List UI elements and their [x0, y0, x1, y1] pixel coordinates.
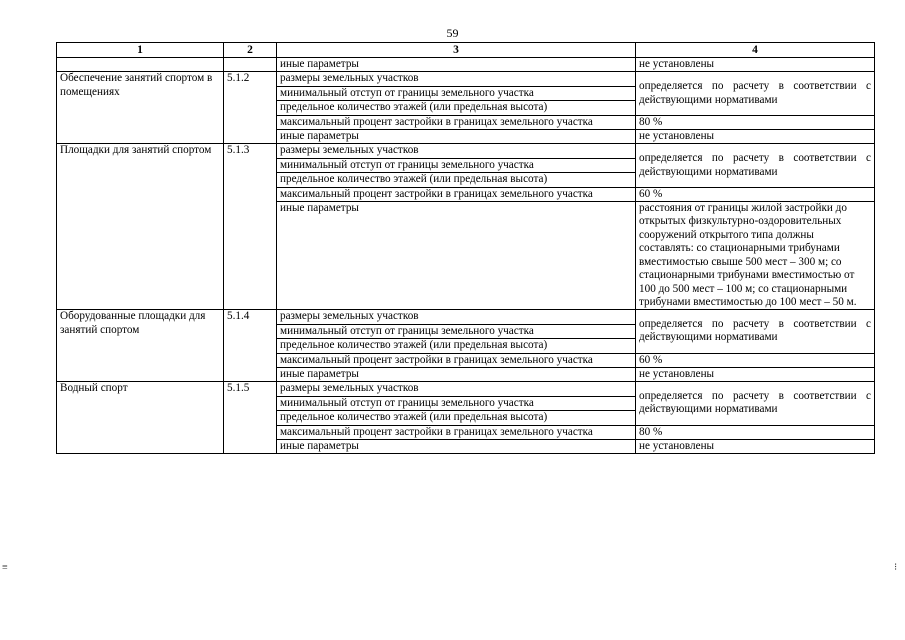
param-cell: иные параметры — [277, 367, 636, 381]
distance-value-cell: расстояния от границы жилой застройки до открытых физкультурно-оздоровительных сооружений открытого типа должны составлять: со стационарными трибунами вместимостью свыше 500 мест – 300 м; со стационарными трибунами вместимостью от 100 до 500 мест – 100 м; со стационарными трибунами вместимостью до 100 мест – 50 м. — [636, 202, 875, 310]
value-cell: не установлены — [636, 367, 875, 381]
table-header-row — [57, 43, 875, 58]
param-cell: минимальный отступ от границы земельного участка — [277, 158, 636, 172]
percent-value-cell: 80 % — [636, 115, 875, 129]
regulations-table — [56, 42, 875, 454]
use-code-cell: 5.1.4 — [224, 310, 277, 382]
percent-value-cell: 60 % — [636, 187, 875, 201]
left-edge-mark: ≡ — [2, 562, 8, 573]
table-row — [57, 144, 875, 158]
norm-value-cell: определяется по расчету в соответствии с действующими нормативами — [636, 72, 875, 115]
value-cell: не установлены — [636, 58, 875, 72]
page-number: 59 — [446, 26, 459, 40]
param-cell: минимальный отступ от границы земельного участка — [277, 396, 636, 410]
param-cell: размеры земельных участков — [277, 72, 636, 86]
use-code-cell: 5.1.5 — [224, 382, 277, 454]
norm-value-cell: определяется по расчету в соответствии с действующими нормативами — [636, 310, 875, 353]
use-name-cell: Площадки для занятий спортом — [57, 144, 224, 310]
param-cell: иные параметры — [277, 58, 636, 72]
percent-value-cell: 80 % — [636, 425, 875, 439]
right-edge-mark: ⁝ — [894, 562, 898, 573]
norm-value-cell: определяется по расчету в соответствии с действующими нормативами — [636, 144, 875, 187]
param-cell: размеры земельных участков — [277, 144, 636, 158]
use-name-cell: Обеспечение занятий спортом в помещениях — [57, 72, 224, 144]
param-cell: максимальный процент застройки в границах земельного участка — [277, 187, 636, 201]
param-cell: предельное количество этажей (или предельная высота) — [277, 411, 636, 425]
param-cell: предельное количество этажей (или предельная высота) — [277, 173, 636, 187]
param-cell: предельное количество этажей (или предельная высота) — [277, 339, 636, 353]
table-row — [57, 58, 875, 72]
table-row — [57, 72, 875, 86]
column-header-3: 3 — [277, 43, 636, 58]
table-row — [57, 310, 875, 324]
use-name-cell: Водный спорт — [57, 382, 224, 454]
param-cell: иные параметры — [277, 130, 636, 144]
param-cell: максимальный процент застройки в границах земельного участка — [277, 115, 636, 129]
use-name-cell: Оборудованные площадки для занятий спортом — [57, 310, 224, 382]
param-cell: максимальный процент застройки в границах земельного участка — [277, 353, 636, 367]
column-header-1: 1 — [57, 43, 224, 58]
param-cell: предельное количество этажей (или предельная высота) — [277, 101, 636, 115]
use-code-cell: 5.1.2 — [224, 72, 277, 144]
param-cell: иные параметры — [277, 202, 636, 310]
param-cell: максимальный процент застройки в границах земельного участка — [277, 425, 636, 439]
param-cell: размеры земельных участков — [277, 310, 636, 324]
param-cell: минимальный отступ от границы земельного участка — [277, 86, 636, 100]
table-row — [57, 382, 875, 396]
use-code-cell: 5.1.3 — [224, 144, 277, 310]
param-cell: минимальный отступ от границы земельного участка — [277, 324, 636, 338]
percent-value-cell: 60 % — [636, 353, 875, 367]
param-cell: иные параметры — [277, 439, 636, 453]
param-cell: размеры земельных участков — [277, 382, 636, 396]
use-name-cell — [57, 58, 224, 72]
value-cell: не установлены — [636, 439, 875, 453]
value-cell: не установлены — [636, 130, 875, 144]
use-code-cell — [224, 58, 277, 72]
column-header-4: 4 — [636, 43, 875, 58]
column-header-2: 2 — [224, 43, 277, 58]
norm-value-cell: определяется по расчету в соответствии с действующими нормативами — [636, 382, 875, 425]
